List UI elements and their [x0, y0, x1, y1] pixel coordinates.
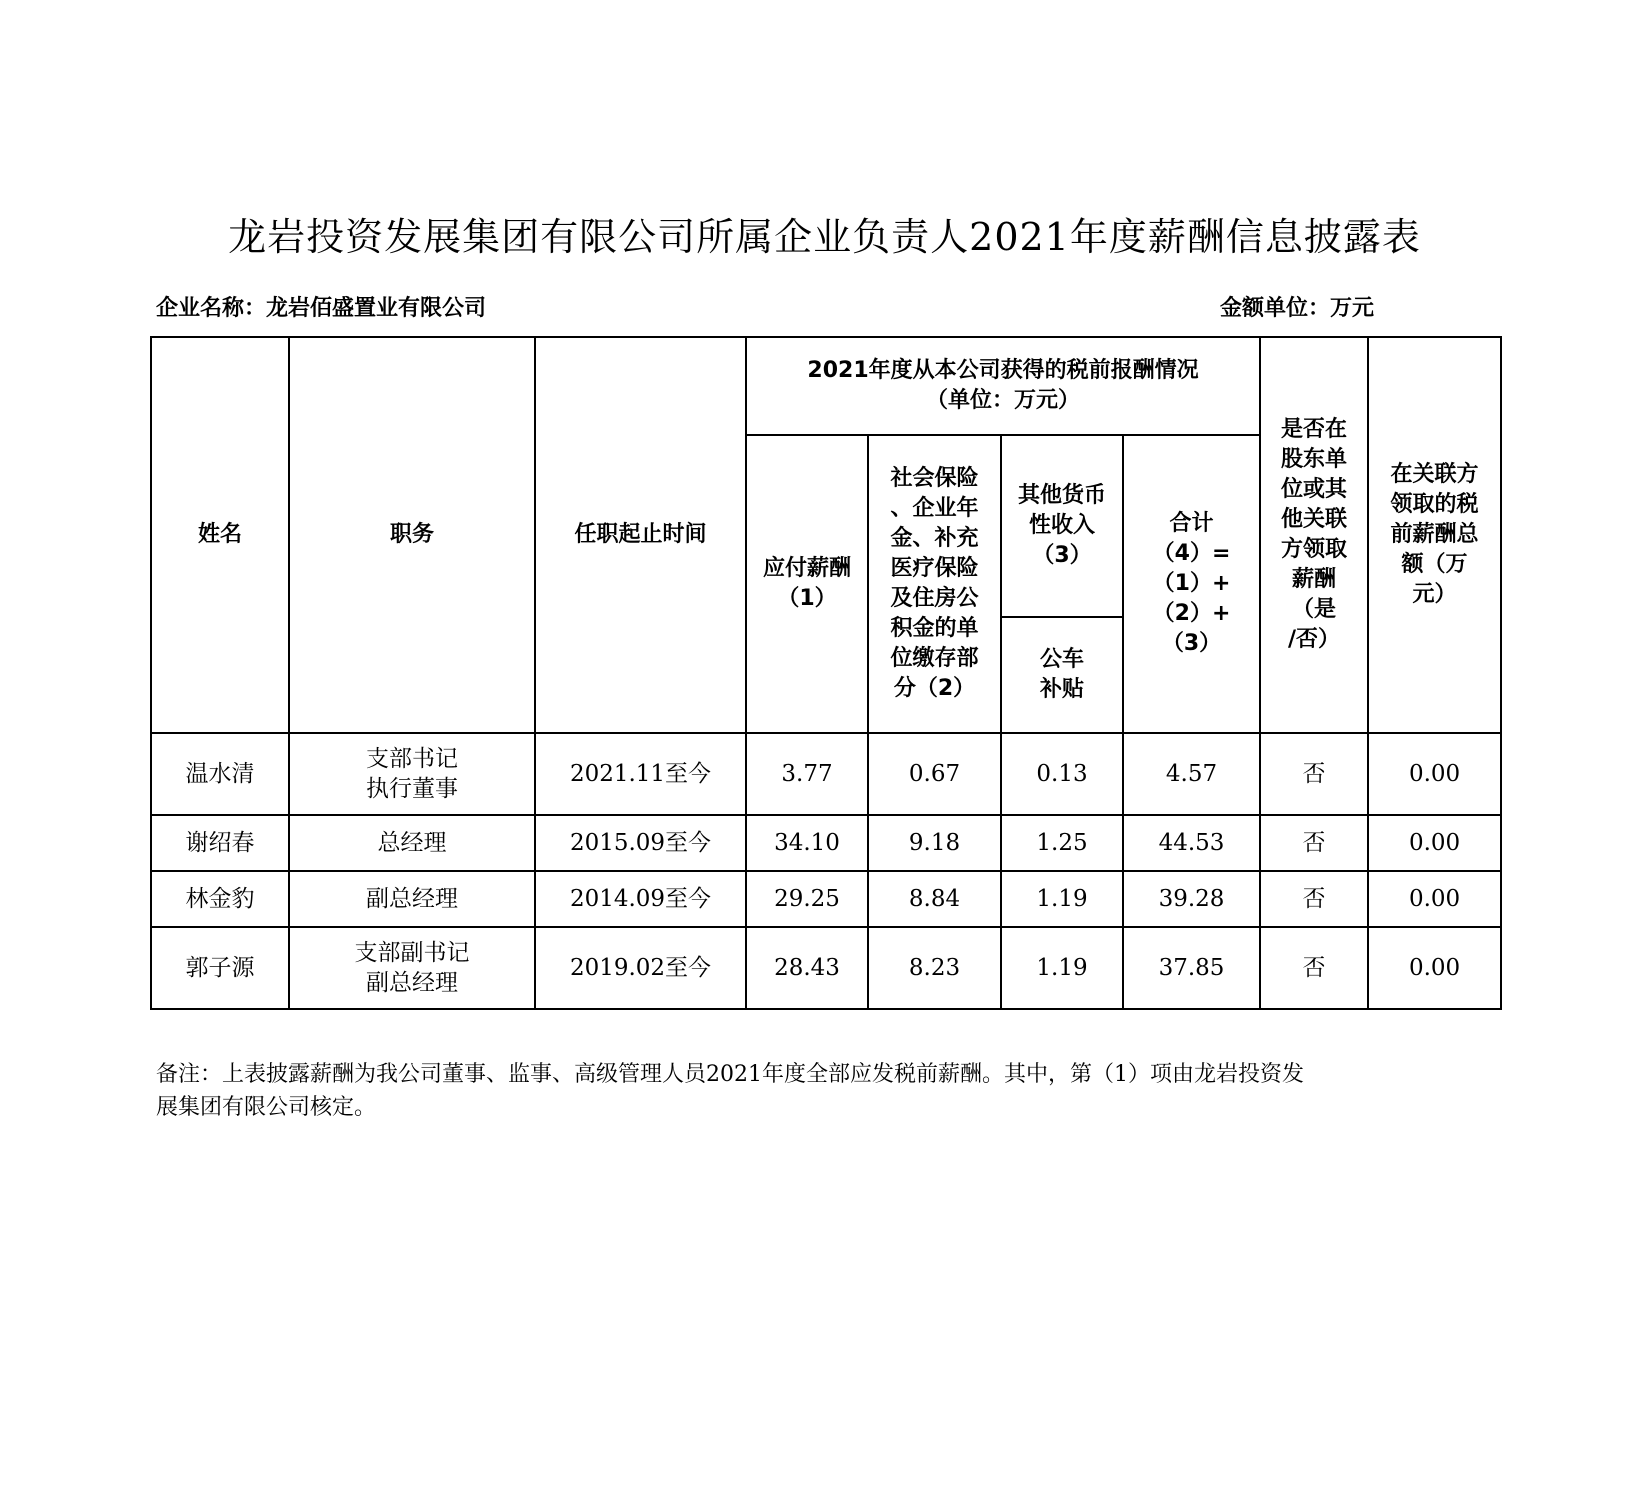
header-pretax-group — [746, 337, 1260, 435]
footnote-line: 展集团有限公司核定。 — [156, 1095, 377, 1120]
header-tenure: 任职起止时间 — [535, 337, 746, 733]
amount-unit-label: 金额单位：万元 — [1220, 296, 1375, 321]
cell-related: 0.00 — [1368, 871, 1501, 927]
header-shareholder-line: 股东单 — [1281, 447, 1348, 472]
header-insurance — [868, 435, 1001, 733]
cell-name: 郭子源 — [151, 927, 289, 1009]
cell-position — [289, 733, 535, 815]
header-shareholder-line: 方领取 — [1281, 537, 1348, 562]
table-row — [151, 733, 1501, 815]
header-salary — [746, 435, 868, 733]
cell-name: 谢绍春 — [151, 815, 289, 871]
header-shareholder-line: /否） — [1288, 627, 1341, 652]
header-total-line: 合计 — [1169, 511, 1214, 536]
header-insurance-line: 医疗保险 — [890, 556, 979, 581]
header-total-line: （1）+ — [1152, 571, 1231, 596]
header-shareholder-line: 薪酬 — [1292, 567, 1337, 592]
cell-insurance: 9.18 — [868, 815, 1001, 871]
header-related-total-line: 在关联方 — [1390, 462, 1479, 487]
header-total-line: （3） — [1161, 631, 1222, 656]
header-related-total-line: 前薪酬总 — [1390, 522, 1479, 547]
cell-total: 37.85 — [1123, 927, 1260, 1009]
header-name: 姓名 — [151, 337, 289, 733]
header-salary-line: 应付薪酬 — [762, 556, 851, 581]
cell-related: 0.00 — [1368, 733, 1501, 815]
footnote — [156, 1058, 1496, 1124]
header-other-income-line: （3） — [1032, 543, 1092, 568]
cell-shareholder: 否 — [1260, 815, 1368, 871]
header-pretax-group-line: （单位：万元） — [926, 388, 1081, 413]
cell-salary: 28.43 — [746, 927, 868, 1009]
cell-salary: 34.10 — [746, 815, 868, 871]
cell-insurance: 0.67 — [868, 733, 1001, 815]
cell-position-line: 执行董事 — [366, 776, 458, 802]
header-insurance-line: 社会保险 — [890, 466, 979, 491]
cell-insurance: 8.23 — [868, 927, 1001, 1009]
header-total — [1123, 435, 1260, 733]
table-row — [151, 871, 1501, 927]
cell-other: 1.25 — [1001, 815, 1123, 871]
header-insurance-line: 积金的单 — [890, 616, 979, 641]
header-shareholder-line: 位或其 — [1281, 477, 1348, 502]
header-shareholder — [1260, 337, 1368, 733]
cell-position: 总经理 — [289, 815, 535, 871]
cell-total: 39.28 — [1123, 871, 1260, 927]
cell-position: 副总经理 — [289, 871, 535, 927]
header-other-income-line: 性收入 — [1028, 513, 1095, 538]
table-row — [151, 815, 1501, 871]
header-related-total — [1368, 337, 1501, 733]
cell-total: 4.57 — [1123, 733, 1260, 815]
cell-name: 林金豹 — [151, 871, 289, 927]
cell-insurance: 8.84 — [868, 871, 1001, 927]
header-insurance-line: 、企业年 — [890, 496, 979, 521]
cell-name: 温水清 — [151, 733, 289, 815]
cell-position-line: 副总经理 — [366, 970, 458, 996]
salary-table — [150, 336, 1502, 1010]
header-total-line: （2）+ — [1152, 601, 1231, 626]
header-insurance-line: 分（2） — [893, 676, 976, 701]
cell-position-line: 支部副书记 — [354, 940, 470, 966]
header-related-total-line: 领取的税 — [1390, 492, 1479, 517]
header-car-subsidy-line: 公车 — [1039, 647, 1084, 672]
header-position: 职务 — [289, 337, 535, 733]
cell-tenure: 2015.09至今 — [535, 815, 746, 871]
header-other-income-line: 其他货币 — [1017, 483, 1106, 508]
cell-related: 0.00 — [1368, 927, 1501, 1009]
cell-tenure: 2021.11至今 — [535, 733, 746, 815]
cell-shareholder: 否 — [1260, 871, 1368, 927]
page-title: 龙岩投资发展集团有限公司所属企业负责人2021年度薪酬信息披露表 — [228, 215, 1421, 259]
cell-other: 1.19 — [1001, 871, 1123, 927]
header-other-income — [1001, 435, 1123, 617]
table-row — [151, 927, 1501, 1009]
cell-tenure: 2019.02至今 — [535, 927, 746, 1009]
header-shareholder-line: 他关联 — [1281, 507, 1348, 532]
header-insurance-line: 位缴存部 — [890, 646, 979, 671]
cell-shareholder: 否 — [1260, 733, 1368, 815]
cell-tenure: 2014.09至今 — [535, 871, 746, 927]
header-related-total-line: 元） — [1412, 582, 1457, 607]
company-name-label: 企业名称：龙岩佰盛置业有限公司 — [156, 296, 487, 321]
cell-related: 0.00 — [1368, 815, 1501, 871]
cell-salary: 3.77 — [746, 733, 868, 815]
cell-other: 0.13 — [1001, 733, 1123, 815]
cell-shareholder: 否 — [1260, 927, 1368, 1009]
header-insurance-line: 及住房公 — [890, 586, 979, 611]
header-total-line: （4）= — [1152, 541, 1231, 566]
header-car-subsidy — [1001, 617, 1123, 733]
header-related-total-line: 额（万 — [1401, 552, 1468, 577]
cell-total: 44.53 — [1123, 815, 1260, 871]
header-insurance-line: 金、补充 — [890, 526, 979, 551]
cell-salary: 29.25 — [746, 871, 868, 927]
footnote-line: 备注：上表披露薪酬为我公司董事、监事、高级管理人员2021年度全部应发税前薪酬。其中，第（1）项由龙岩投资发 — [156, 1062, 1304, 1087]
header-car-subsidy-line: 补贴 — [1039, 677, 1084, 702]
header-salary-line: （1） — [777, 586, 837, 611]
cell-other: 1.19 — [1001, 927, 1123, 1009]
header-shareholder-line: 是否在 — [1281, 417, 1348, 442]
header-pretax-group-line: 2021年度从本公司获得的税前报酬情况 — [807, 358, 1199, 383]
cell-position-line: 支部书记 — [366, 746, 458, 772]
header-shareholder-line: （是 — [1292, 597, 1337, 622]
cell-position — [289, 927, 535, 1009]
